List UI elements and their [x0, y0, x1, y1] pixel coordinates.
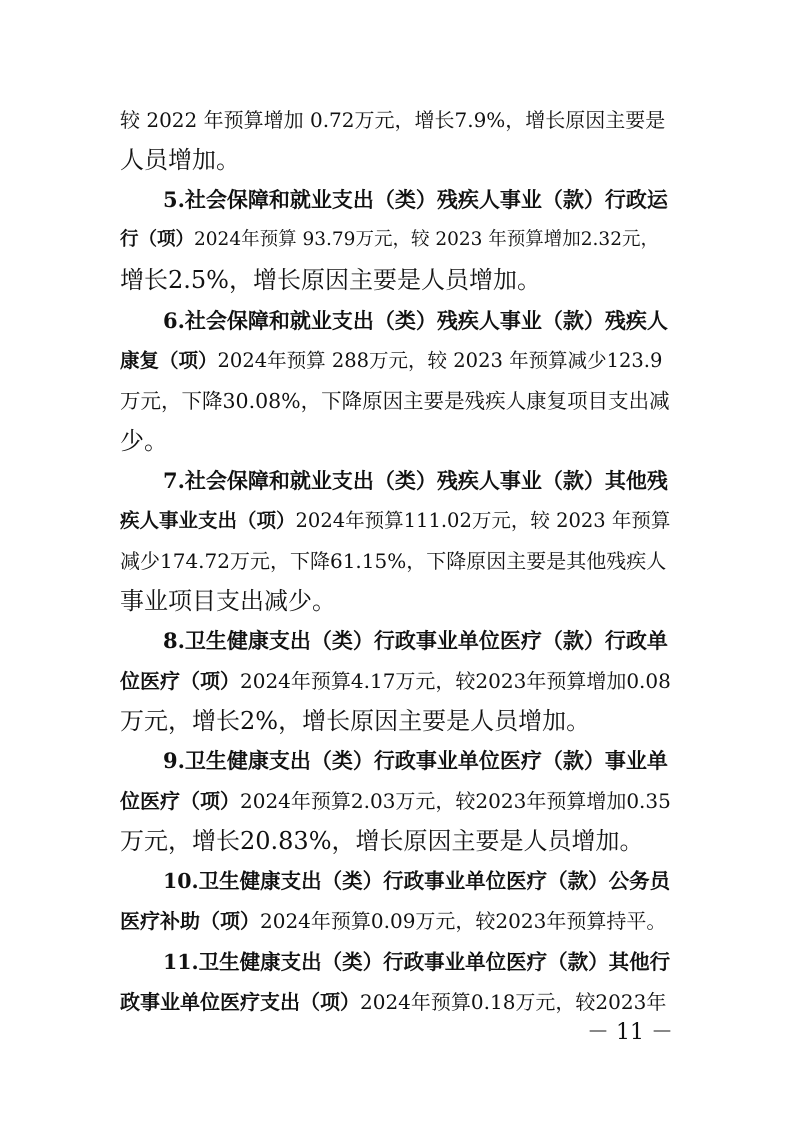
- paragraph-text: 少。: [120, 427, 168, 455]
- paragraph-text: 2024年预算 93.79万元，较 2023 年预算增加2.32元，: [194, 229, 659, 250]
- heading-text: 5.社会保障和就业支出（类）残疾人事业（款）行政运: [163, 187, 668, 212]
- text-line: [120, 581, 336, 621]
- paragraph-text: 增长2.5%，增长原因主要是人员增加。: [120, 266, 541, 294]
- paragraph-text: 2024年预算2.03万元，较2023年预算增加0.35: [240, 789, 671, 813]
- paragraph-text: 2024年预算 288万元，较 2023 年预算减少123.9: [217, 349, 663, 372]
- heading-text: 康复（项）: [120, 349, 218, 372]
- heading-text: 行（项）: [120, 229, 195, 250]
- heading-text: 位医疗（项）: [120, 669, 240, 693]
- paragraph-text: 2024年预算4.17万元，较2023年预算增加0.08: [240, 669, 671, 693]
- paragraph-text: 2024年预算111.02万元，较 2023 年预算: [295, 509, 671, 532]
- text-line: [120, 140, 240, 180]
- page-number: － 11 －: [587, 1020, 673, 1045]
- text-line: [120, 260, 541, 300]
- heading-text: 疾人事业支出（项）: [120, 509, 296, 532]
- item-6-heading: [163, 301, 673, 341]
- text-line: [120, 341, 672, 381]
- text-line: [120, 501, 672, 541]
- heading-text: 6.社会保障和就业支出（类）残疾人事业（款）残疾人: [163, 308, 668, 333]
- text-line: [120, 701, 590, 741]
- heading-text: 9.卫生健康支出（类）行政事业单位医疗（款）事业单: [163, 748, 668, 773]
- text-line: [120, 661, 672, 701]
- item-11-heading: [163, 942, 673, 982]
- item-7-heading: [163, 461, 673, 501]
- text-line: [120, 100, 672, 140]
- item-8-heading: [163, 621, 673, 661]
- paragraph-text: 2024年预算0.09万元，较2023年预算持平。: [260, 909, 667, 933]
- heading-text: 11.卫生健康支出（类）行政事业单位医疗（款）其他行: [163, 950, 671, 974]
- text-line: [120, 781, 672, 821]
- heading-text: 8.卫生健康支出（类）行政事业单位医疗（款）行政单: [163, 628, 668, 653]
- text-line: [120, 421, 168, 461]
- item-5-heading: [163, 180, 673, 220]
- item-9-heading: [163, 741, 673, 781]
- text-line: [120, 220, 672, 260]
- heading-text: 政事业单位医疗支出（项）: [120, 990, 360, 1014]
- text-line: [120, 381, 672, 421]
- paragraph-text: 万元，增长2%，增长原因主要是人员增加。: [120, 707, 591, 735]
- heading-text: 10.卫生健康支出（类）行政事业单位医疗（款）公务员: [163, 869, 671, 893]
- paragraph-text: 较 2022 年预算增加 0.72万元，增长7.9%，增长原因主要是: [120, 108, 666, 132]
- heading-text: 医疗补助（项）: [120, 909, 260, 933]
- text-line: [120, 541, 672, 581]
- paragraph-text: 2024年预算0.18万元，较2023年: [360, 990, 667, 1014]
- text-line: [120, 982, 672, 1022]
- paragraph-text: 人员增加。: [120, 146, 240, 174]
- item-10-heading: [163, 861, 673, 901]
- text-line: [120, 821, 644, 861]
- heading-text: 位医疗（项）: [120, 789, 240, 813]
- paragraph-text: 万元，增长20.83%，增长原因主要是人员增加。: [120, 827, 644, 855]
- text-line: [120, 901, 666, 941]
- paragraph-text: 万元，下降30.08%，下降原因主要是残疾人康复项目支出减: [120, 389, 670, 413]
- paragraph-text: 事业项目支出减少。: [120, 587, 336, 615]
- paragraph-text: 减少174.72万元，下降61.15%，下降原因主要是其他残疾人: [120, 549, 667, 573]
- heading-text: 7.社会保障和就业支出（类）残疾人事业（款）其他残: [163, 468, 668, 493]
